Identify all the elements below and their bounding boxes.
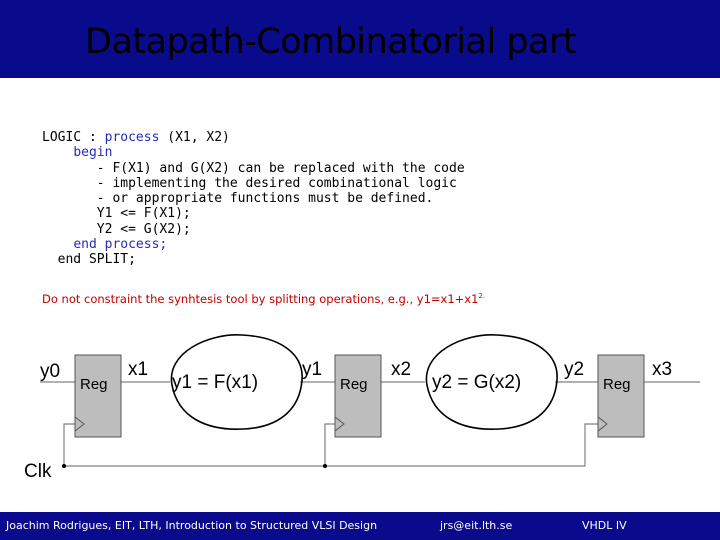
code-line-4: - implementing the desired combinational logic (96, 175, 457, 191)
note-text: Do not constraint the synhtesis tool by splitting operations, e.g., $y1=x1+x1^{2.}$ (42, 292, 486, 306)
func-f-label: y1 = F(x1) (172, 372, 259, 393)
code-line-1: LOGIC : process (X1, X2) (42, 130, 230, 145)
clk-branch-2 (325, 424, 335, 466)
register-2-label: Reg (340, 376, 368, 393)
keyword-process: process (104, 130, 160, 145)
signal-x3: x3 (652, 359, 673, 380)
signal-y2: y2 (564, 359, 585, 380)
register-1-label: Reg (80, 376, 108, 393)
clk-wire (64, 424, 598, 466)
footer-email: jrs@eit.lth.se (440, 519, 513, 532)
signal-x1: x1 (128, 359, 149, 380)
register-3 (598, 355, 644, 437)
clk-branch-1 (64, 424, 75, 466)
code-line-9: end SPLIT; (57, 252, 136, 268)
signal-clk: Clk (24, 461, 52, 482)
register-3-label: Reg (603, 376, 631, 393)
func-g-label: y2 = G(x2) (432, 372, 522, 393)
signal-x2: x2 (391, 359, 412, 380)
register-1 (75, 355, 121, 437)
code-line-8: end process; (73, 237, 168, 253)
signal-y1: y1 (302, 359, 323, 380)
footer-course: VHDL IV (582, 519, 627, 532)
clk-junction (62, 464, 66, 468)
register-2 (335, 355, 381, 437)
footer-author: Joachim Rodrigues, EIT, LTH, Introduction to Structured VLSI Design (6, 519, 378, 532)
clk-junction-2 (323, 464, 327, 468)
code-block (42, 130, 465, 268)
code-line-3: - F(X1) and G(X2) can be replaced with the code (96, 160, 465, 176)
slide-title: Datapath-Combinatorial part (85, 22, 577, 62)
code-line-2: begin (73, 145, 113, 161)
datapath-diagram (20, 325, 710, 490)
signal-y0: y0 (40, 361, 61, 382)
code-line-7: Y2 <= G(X2); (96, 221, 191, 237)
code-line-5: - or appropriate functions must be defined. (96, 191, 434, 207)
code-line-6: Y1 <= F(X1); (96, 206, 191, 222)
